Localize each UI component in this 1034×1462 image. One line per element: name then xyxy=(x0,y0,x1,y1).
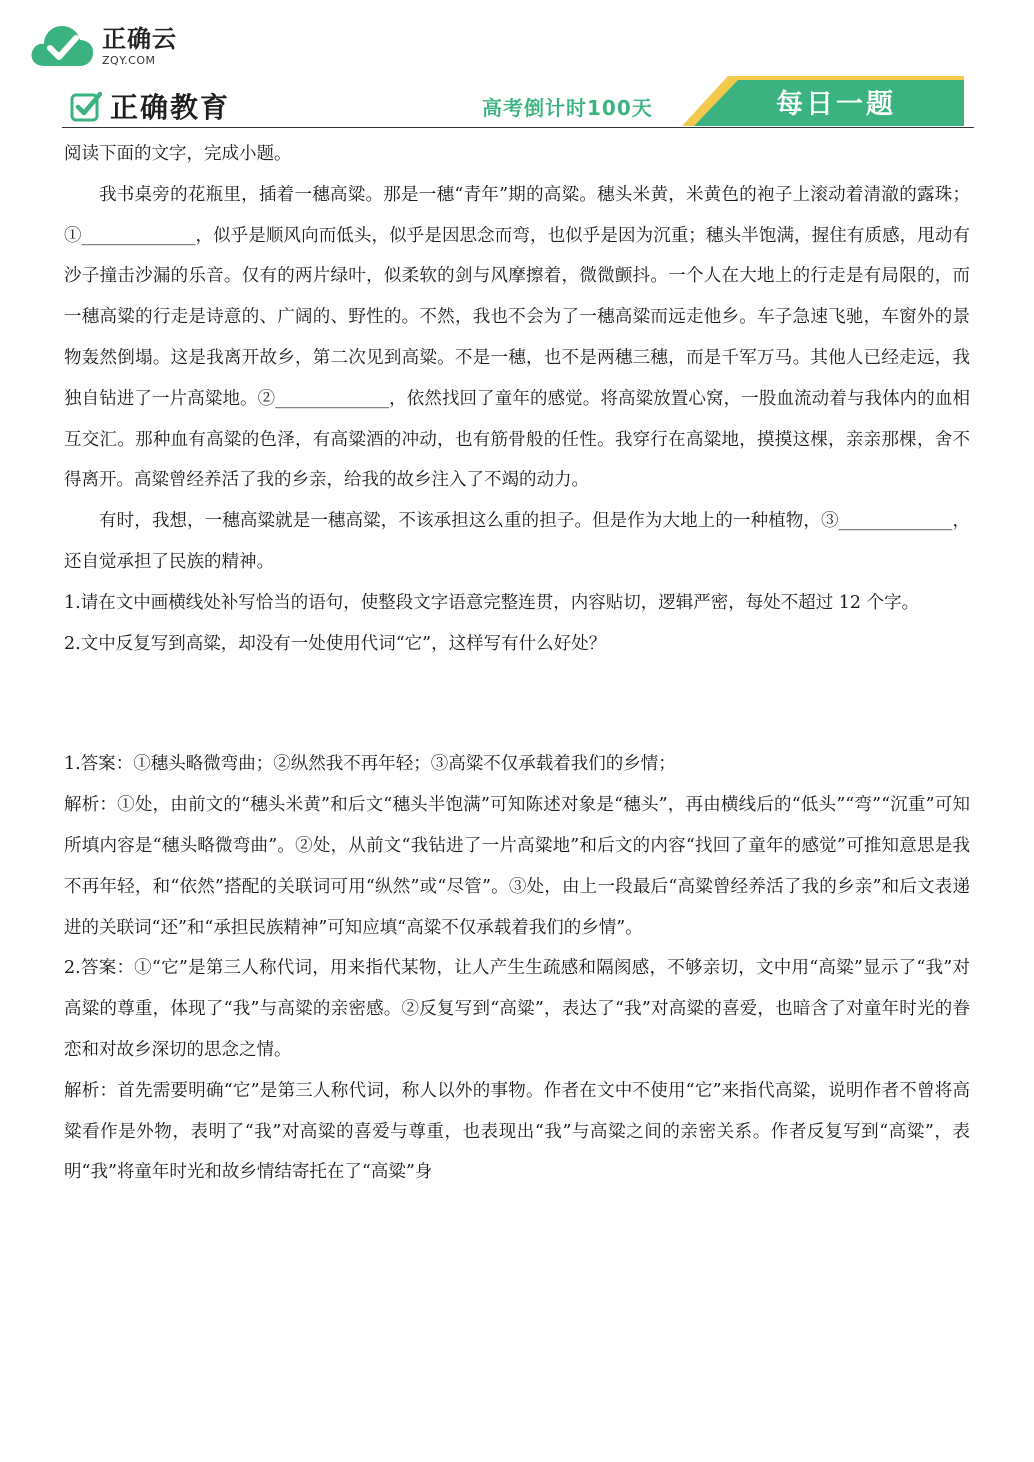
passage-paragraph-1: 我书桌旁的花瓶里，插着一穗高粱。那是一穗“青年”期的高粱。穗头米黄，米黄色的袍子上滚动着清澈的露珠；①_____________，似乎是顺风向而低头，似乎是因思念而弯，也似乎是因为沉重；穗头半饱满，握住有质感，甩动有沙子撞击沙漏的乐音。仅有的两片绿叶，似柔软的剑与风摩擦着，微微颤抖。一个人在大地上的行走是有局限的，而一穗高粱的行走是诗意的、广阔的、野性的。不然，我也不会为了一穗高粱而远走他乡。车子急速飞驰，车窗外的景物轰然倒塌。这是我离开故乡，第二次见到高粱。不是一穗，也不是两穗三穗，而是千军万马。其他人已经走远，我独自钻进了一片高粱地。②_____________，依然找回了童年的感觉。将高粱放置心窝，一股血流动着与我体内的血相互交汇。那种血有高粱的色泽，有高粱酒的冲动，也有筋骨般的任性。我穿行在高粱地，摸摸这棵，亲亲那棵，舍不得离开。高粱曾经养活了我的乡亲，给我的故乡注入了不竭的动力。 xyxy=(64,184,970,491)
analysis-2: 解析：首先需要明确“它”是第三人称代词，称人以外的事物。作者在文中不使用“它”来指代高粱，说明作者不曾将高粱看作是外物，表明了“我”对高粱的喜爱与尊重，也表现出“我”与高粱之间的亲密关系。作者反复写到“高粱”，表明“我”将童年时光和故乡情结寄托在了“高粱”身 xyxy=(64,1080,970,1183)
checkbox-icon xyxy=(70,90,102,122)
answer-1: 1.答案：①穗头略微弯曲；②纵然我不再年轻；③高粱不仅承载着我们的乡情； xyxy=(64,754,676,775)
brand-name: 正确教育 xyxy=(110,91,231,124)
logo-text-en: ZQY.COM xyxy=(102,53,156,67)
header-divider xyxy=(62,127,974,128)
banner-text: 每日一题 xyxy=(776,89,896,120)
logo-text-cn: 正确云 xyxy=(102,24,177,53)
brand xyxy=(70,86,230,126)
passage-paragraph-2: 有时，我想，一穗高粱就是一穗高粱，不该承担这么重的担子。但是作为大地上的一种植物，③_____________，还自觉承担了民族的精神。 xyxy=(64,511,970,572)
question-1: 1.请在文中画横线处补写恰当的语句，使整段文字语意完整连贯，内容贴切，逻辑严密，每处不超过 12 个字。 xyxy=(64,592,920,613)
cloud-check-icon xyxy=(30,22,94,70)
spacer xyxy=(64,664,970,744)
answer-2: 2.答案：①“它”是第三人称代词，用来指代某物，让人产生生疏感和隔阂感，不够亲切，文中用“高粱”显示了“我”对高粱的尊重，体现了“我”与高粱的亲密感。②反复写到“高粱”，表达了“我”对高粱的喜爱，也暗含了对童年时光的眷恋和对故乡深切的思念之情。 xyxy=(64,958,970,1060)
question-2: 2.文中反复写到高粱，却没有一处使用代词“它”，这样写有什么好处？ xyxy=(64,633,607,654)
analysis-1: 解析：①处，由前文的“穗头米黄”和后文“穗头半饱满”可知陈述对象是“穗头”，再由横线后的“低头”“弯”“沉重”可知所填内容是“穗头略微弯曲”。②处，从前文“我钻进了一片高粱地”和后文的内容“找回了童年的感觉”可推知意思是我不再年轻，和“依然”搭配的关联词可用“纵然”或“尽管”。③处，由上一段最后“高粱曾经养活了我的乡亲”和后文表递进的关联词“还”和“承担民族精神”可知应填“高粱不仅承载着我们的乡情”。 xyxy=(64,795,970,938)
document-body xyxy=(64,134,970,1193)
countdown-label: 高考倒计时100天 xyxy=(482,96,653,120)
instruction: 阅读下面的文字，完成小题。 xyxy=(64,144,292,164)
daily-question-banner xyxy=(680,74,964,128)
zqy-logo xyxy=(30,22,177,70)
